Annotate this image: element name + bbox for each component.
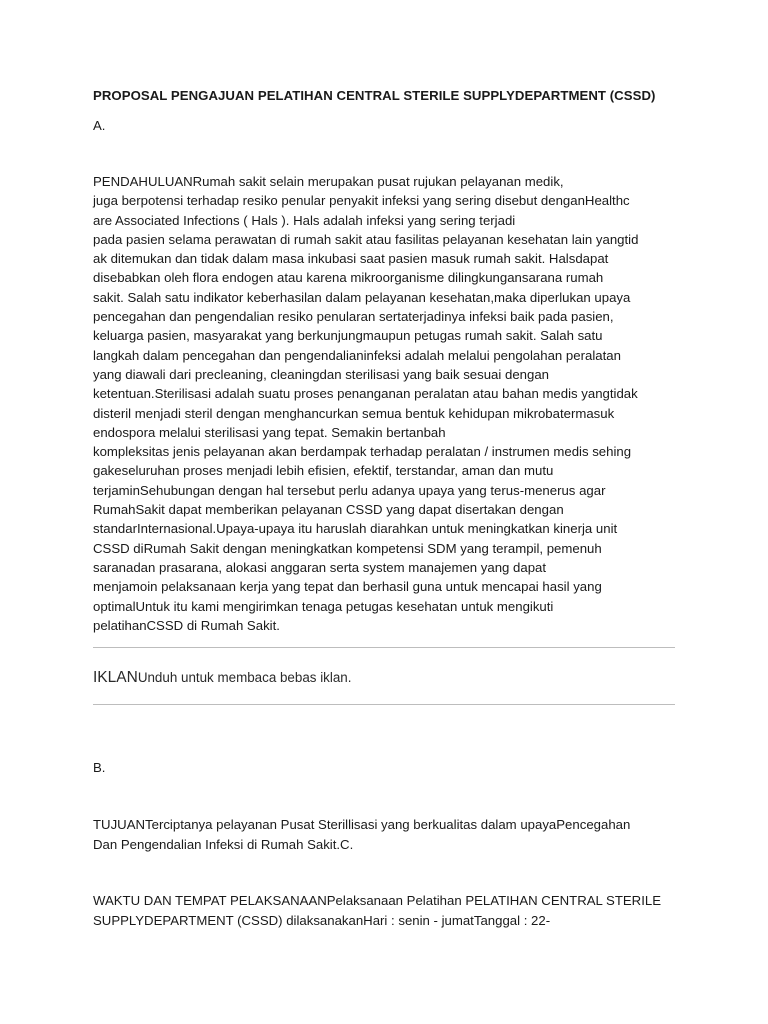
waktu-paragraph	[93, 891, 683, 930]
paragraph-line: yang diawali dari precleaning, cleaningdan sterilisasi yang baik sesuai dengan	[93, 366, 549, 382]
paragraph-line: ketentuan.Sterilisasi adalah suatu proses penanganan peralatan atau bahan medis yangtidak	[93, 386, 638, 402]
document-title: PROPOSAL PENGAJUAN PELATIHAN CENTRAL STERILE SUPPLYDEPARTMENT (CSSD)	[93, 88, 656, 103]
section-b-label: B.	[93, 760, 106, 775]
tujuan-paragraph	[93, 815, 683, 854]
paragraph-line: WAKTU DAN TEMPAT PELAKSANAANPelaksanaan Pelatihan PELATIHAN CENTRAL STERILE	[93, 893, 661, 908]
paragraph-line: TUJUANTerciptanya pelayanan Pusat Sterillisasi yang berkualitas dalam upayaPencegahan	[93, 817, 631, 832]
paragraph-line: pada pasien selama perawatan di rumah sakit atau fasilitas pelayanan kesehatan lain yangtid	[93, 231, 639, 247]
ad-remove-link[interactable]: Unduh untuk membaca bebas iklan.	[137, 670, 352, 685]
paragraph-line: disteril menjadi steril dengan menghancurkan semua bentuk kehidupan mikrobatermasuk	[93, 405, 615, 421]
paragraph-line: RumahSakit dapat memberikan pelayanan CSSD yang dapat disertakan dengan	[93, 502, 564, 518]
paragraph-line: standarInternasional.Upaya-upaya itu haruslah diarahkan untuk meningkatkan kinerja unit	[93, 521, 618, 537]
section-a-label: A.	[93, 118, 106, 133]
intro-paragraph	[93, 172, 683, 635]
ad-divider-bottom	[93, 704, 675, 705]
ad-banner[interactable]	[93, 669, 351, 687]
paragraph-line: keluarga pasien, masyarakat yang berkunjungmaupun petugas rumah sakit. Salah satu	[93, 328, 603, 344]
paragraph-line: pelatihanCSSD di Rumah Sakit.	[93, 617, 280, 633]
ad-label: IKLAN	[93, 669, 138, 686]
paragraph-line: langkah dalam pencegahan dan pengendalianinfeksi adalah melalui pengolahan peralatan	[93, 347, 621, 363]
paragraph-line: sakit. Salah satu indikator keberhasilan dalam pelayanan kesehatan,maka diperlukan upaya	[93, 289, 631, 305]
paragraph-line: terjaminSehubungan dengan hal tersebut perlu adanya upaya yang terus-menerus agar	[93, 482, 606, 498]
paragraph-line: kompleksitas jenis pelayanan akan berdampak terhadap peralatan / instrumen medis sehing	[93, 444, 632, 460]
paragraph-line: CSSD diRumah Sakit dengan meningkatkan kompetensi SDM yang terampil, pemenuh	[93, 540, 602, 556]
paragraph-line: SUPPLYDEPARTMENT (CSSD) dilaksanakanHari : senin - jumatTanggal : 22-	[93, 912, 551, 928]
paragraph-line: disebabkan oleh flora endogen atau karena mikroorganisme dilingkungansarana rumah	[93, 270, 604, 286]
paragraph-line: menjamoin pelaksanaan kerja yang tepat dan berhasil guna untuk mencapai hasil yang	[93, 579, 602, 595]
paragraph-line: ak ditemukan dan tidak dalam masa inkubasi saat pasien masuk rumah sakit. Halsdapat	[93, 251, 609, 267]
paragraph-line: gakeseluruhan proses menjadi lebih efisien, efektif, terstandar, aman dan mutu	[93, 463, 554, 479]
paragraph-line: juga berpotensi terhadap resiko penular penyakit infeksi yang sering disebut denganHealthc	[93, 193, 630, 209]
paragraph-line: are Associated Infections ( Hals ). Hals adalah infeksi yang sering terjadi	[93, 212, 516, 228]
paragraph-line: PENDAHULUANRumah sakit selain merupakan pusat rujukan pelayanan medik,	[93, 174, 564, 189]
ad-divider-top	[93, 647, 675, 648]
paragraph-line: Dan Pengendalian Infeksi di Rumah Sakit.C.	[93, 836, 354, 852]
paragraph-line: pencegahan dan pengendalian resiko penularan sertaterjadinya infeksi baik pada pasien,	[93, 309, 614, 325]
paragraph-line: saranadan prasarana, alokasi anggaran serta system manajemen yang dapat	[93, 559, 547, 575]
paragraph-line: optimalUntuk itu kami mengirimkan tenaga petugas kesehatan untuk mengikuti	[93, 598, 554, 614]
paragraph-line: endospora melalui sterilisasi yang tepat. Semakin bertanbah	[93, 424, 446, 440]
